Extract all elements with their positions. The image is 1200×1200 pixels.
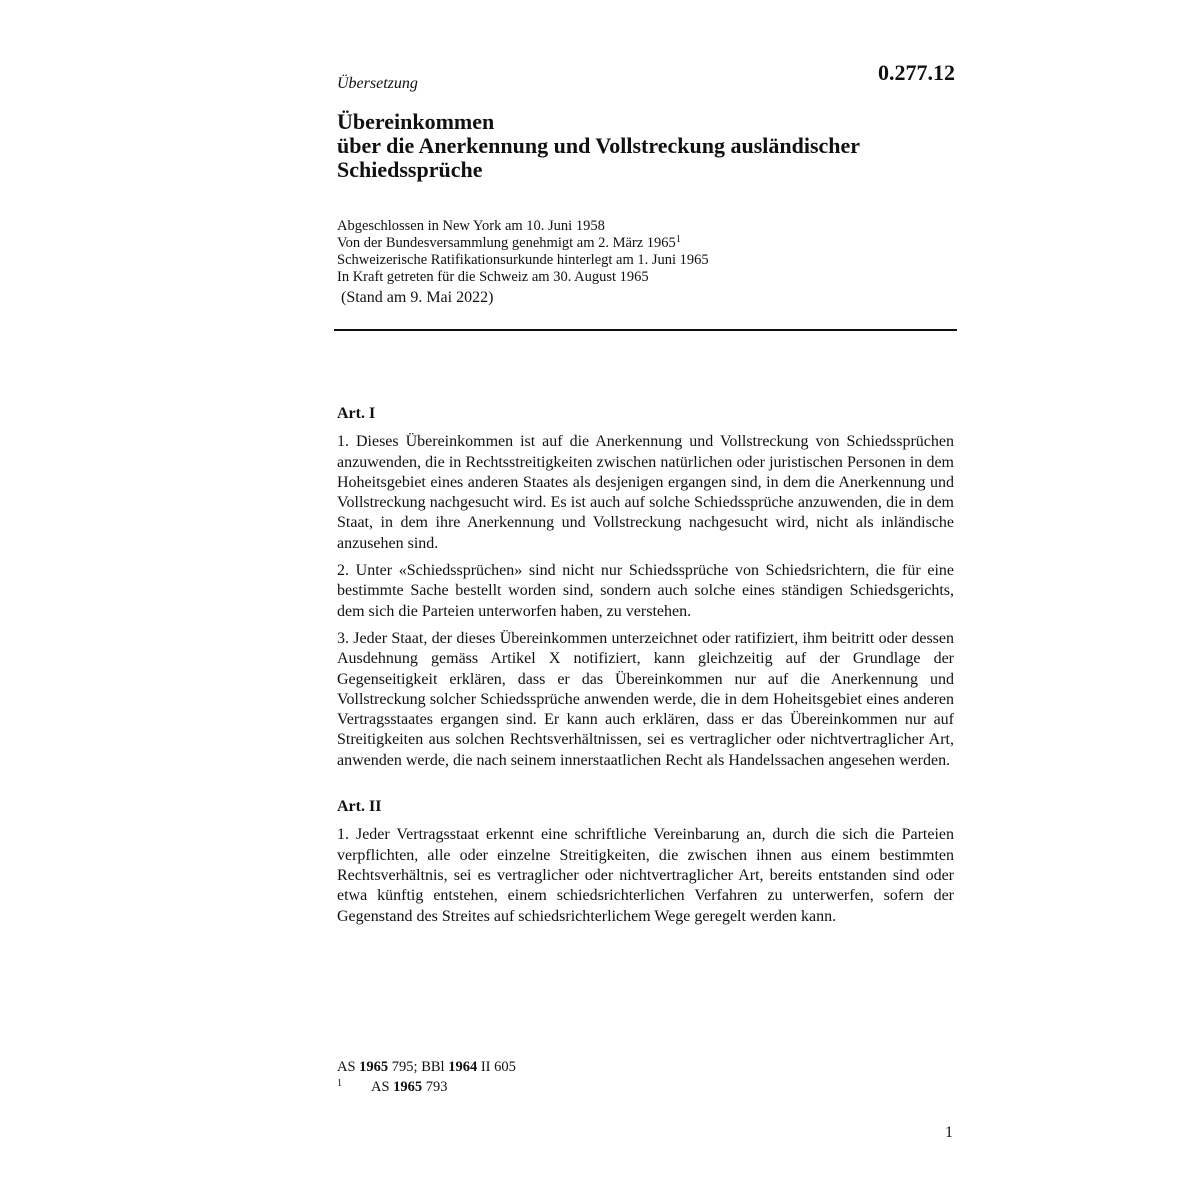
fn-year: 1965: [393, 1079, 423, 1095]
meta-approved-line: [337, 235, 709, 252]
meta-in-force: In Kraft getreten für die Schweiz am 30. August 1965: [337, 269, 649, 285]
document-metadata: [337, 218, 709, 286]
fn-text: 793: [422, 1079, 448, 1095]
meta-ratification: Schweizerische Ratifikationsurkunde hinterlegt am 1. Juni 1965: [337, 252, 709, 268]
fn-year: 1965: [359, 1059, 389, 1075]
article-paragraph: 3. Jeder Staat, der dieses Übereinkommen unterzeichnet oder ratifiziert, ihm beitritt oder dessen Ausdehnung gemäss Artikel X notifiziert, kann gleichzeitig auf der Grundlage der Gegenseitigkeit erklären, dass er das Übereinkommen nur auf die Anerkennung und Vollstreckung solcher Schiedssprüche anwenden werde, die in dem Hoheitsgebiet eines anderen Vertragsstaates ergangen sind. Er kann auch erklären, dass er das Übereinkommen nur auf Streitigkeiten aus solchen Rechtsverhältnissen, sei es vertraglicher oder nichtvertraglicher Art, anwenden werde, die nach seinem innerstaatlichen Recht als Handelssachen angesehen werden.: [337, 629, 954, 769]
article-paragraph: 2. Unter «Schiedssprüchen» sind nicht nur Schiedssprüche von Schiedsrichtern, die für eine bestimmte Sache bestellt worden sind, sondern auch solche eines ständigen Schiedsgerichts, dem sich die Parteien unterworfen haben, zu verstehen.: [337, 562, 954, 620]
fn-text: AS: [371, 1079, 394, 1095]
fn-text: AS: [337, 1059, 360, 1075]
meta-approved: Von der Bundesversammlung genehmigt am 2. März 1965: [337, 235, 676, 251]
footnote-reference[interactable]: 1: [675, 234, 681, 245]
articles-body: [337, 404, 954, 934]
source-reference: [337, 1057, 516, 1077]
title-line: Schiedssprüche: [337, 157, 483, 182]
footnotes: [337, 1057, 516, 1097]
title-line: Übereinkommen: [337, 109, 495, 134]
title-line: über die Anerkennung und Vollstreckung ausländischer: [337, 133, 861, 158]
translation-label: Übersetzung: [337, 75, 418, 92]
status-date: (Stand am 9. Mai 2022): [341, 289, 494, 306]
sr-number: 0.277.12: [878, 60, 955, 85]
article-paragraph: 1. Dieses Übereinkommen ist auf die Anerkennung und Vollstreckung von Schiedssprüchen anzuwenden, die in Rechtsstreitigkeiten zwischen natürlichen oder juristischen Personen in dem Hoheitsgebiet eines anderen Staates als desjenigen ergangen sind, in dem die Anerkennung und Vollstreckung nachgesucht wird. Es ist auch auf solche Schiedssprüche anzuwenden, die in dem Staat, in dem ihre Anerkennung und Vollstreckung nachgesucht wird, nicht als inländische anzusehen sind.: [337, 433, 954, 552]
document-title: [337, 110, 977, 182]
page-number: 1: [945, 1124, 953, 1141]
footnote-1: 1 AS 1965 793: [337, 1078, 448, 1095]
fn-year: 1964: [448, 1059, 478, 1075]
fn-text: 795; BBl: [388, 1059, 449, 1075]
article-paragraph: 1. Jeder Vertragsstaat erkennt eine schriftliche Vereinbarung an, durch die sich die Parteien verpflichten, alle oder einzelne Streitigkeiten, die zwischen ihnen aus einem bestimmten Rechtsverhältnis, sei es vertraglicher oder nichtvertraglicher Art, bereits entstanden sind oder etwa künftig entstehen, einem schiedsrichterlichen Verfahren zu unterwerfen, sofern der Gegenstand des Streites auf schiedsrichterlichem Wege geregelt werden kann.: [337, 826, 954, 925]
article-heading: Art. II: [337, 798, 382, 816]
header-divider: [334, 329, 957, 331]
article-spacer: [337, 778, 954, 797]
article-heading: Art. I: [337, 405, 376, 422]
meta-concluded: Abgeschlossen in New York am 10. Juni 1958: [337, 218, 605, 234]
fn-text: II 605: [477, 1059, 516, 1075]
